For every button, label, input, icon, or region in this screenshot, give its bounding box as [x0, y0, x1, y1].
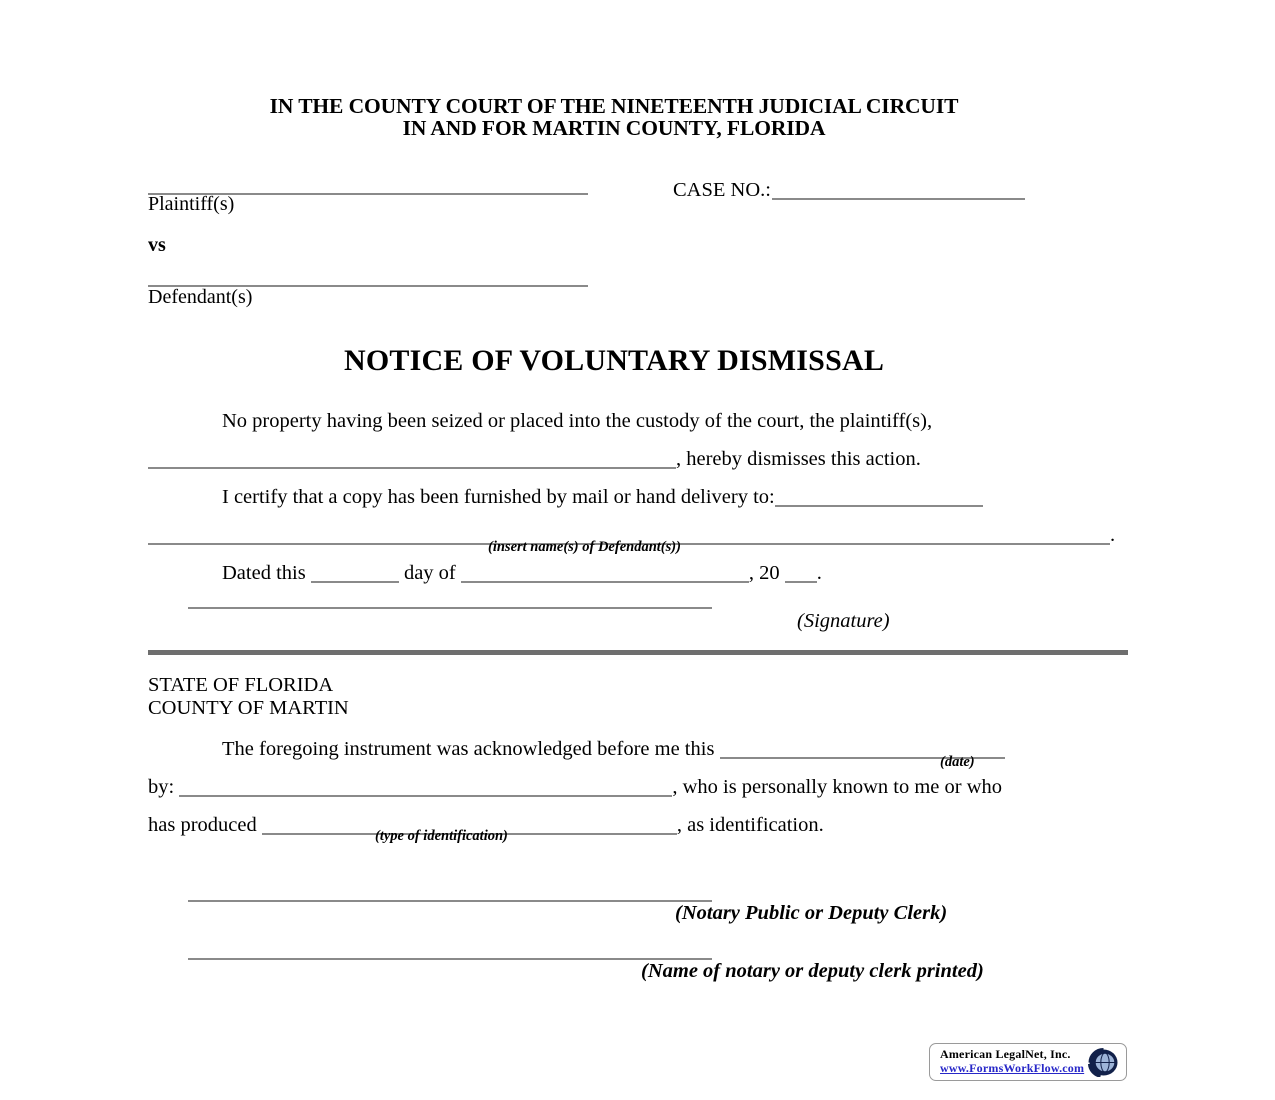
acknowledgment-text-part-3: , as identification.	[676, 814, 824, 836]
acknowledgment-line-3	[148, 806, 1133, 844]
has-produced-label: has produced	[148, 814, 257, 836]
plaintiff-name-blank[interactable]	[148, 467, 676, 469]
jurisdiction-block	[148, 674, 349, 720]
dismissal-paragraph-line-1	[148, 402, 1128, 440]
dismissal-text-part-2: , hereby dismisses this action.	[676, 448, 921, 470]
document-title: NOTICE OF VOLUNTARY DISMISSAL	[343, 344, 885, 377]
by-label: by:	[148, 776, 175, 798]
hint-date: (date)	[940, 754, 975, 770]
certificate-text-end: .	[1110, 524, 1116, 546]
certificate-paragraph-line-1	[148, 478, 1128, 516]
defendant-label: Defendant(s)	[148, 286, 253, 308]
dated-prefix: Dated this	[222, 562, 306, 584]
case-caption	[148, 175, 1128, 315]
court-header-line-1: IN THE COUNTY COURT OF THE NINETEENTH JUDICIAL CIRCUIT	[269, 94, 959, 118]
hint-type-of-identification: (type of identification)	[375, 828, 508, 844]
notary-signature-label: (Notary Public or Deputy Clerk)	[675, 902, 948, 924]
acknowledgment-line-2	[148, 768, 1133, 806]
acknowledgment-text-part-2: , who is personally known to me or who	[672, 776, 1002, 798]
dated-day-of: day of	[403, 562, 456, 584]
dismissal-paragraph-line-2	[148, 440, 1128, 478]
acknowledgment-line-1	[148, 730, 1133, 768]
signature-label: (Signature)	[797, 610, 890, 632]
dated-line	[148, 554, 1128, 592]
notary-printed-name-label: (Name of notary or deputy clerk printed)	[641, 960, 984, 982]
dated-year-blank[interactable]	[785, 581, 817, 583]
case-number-field	[673, 180, 1025, 201]
hint-insert-defendant-names: (insert name(s) of Defendant(s))	[488, 539, 681, 555]
notary-printed-name-blank-line[interactable]	[188, 958, 712, 960]
notary-signature-blank-line[interactable]	[188, 900, 712, 902]
footer-company-name: American LegalNet, Inc.	[940, 1047, 1071, 1061]
footer-badge[interactable]	[929, 1043, 1127, 1081]
globe-logo-icon	[1088, 1048, 1119, 1077]
court-header-line-2: IN AND FOR MARTIN COUNTY, FLORIDA	[402, 116, 826, 140]
county-label: COUNTY OF MARTIN	[148, 697, 349, 719]
dated-day-blank[interactable]	[311, 581, 399, 583]
versus-label: vs	[148, 234, 166, 256]
dated-year-prefix: , 20	[748, 562, 780, 584]
acknowledgment-text-part-1: The foregoing instrument was acknowledged before me this	[222, 738, 715, 760]
signature-blank-line[interactable]	[188, 607, 712, 609]
footer-website-link[interactable]: www.FormsWorkFlow.com	[940, 1061, 1085, 1075]
plaintiff-label: Plaintiff(s)	[148, 193, 235, 215]
dated-period: .	[816, 562, 822, 584]
document-body	[148, 402, 1128, 592]
state-label: STATE OF FLORIDA	[148, 674, 334, 696]
court-header	[148, 96, 1080, 139]
section-divider	[148, 650, 1128, 655]
dated-month-blank[interactable]	[461, 581, 749, 583]
case-number-label: CASE NO.:	[673, 179, 771, 201]
acknowledgment-block	[148, 730, 1133, 844]
certificate-text-part-1: I certify that a copy has been furnished by mail or hand delivery to:	[222, 486, 775, 508]
case-number-blank[interactable]	[772, 198, 1025, 200]
dismissal-text-part-1: No property having been seized or placed into the custody of the court, the plaintiff(s),	[222, 410, 933, 432]
served-party-blank[interactable]	[775, 505, 983, 507]
acknowledger-name-blank[interactable]	[179, 795, 672, 797]
